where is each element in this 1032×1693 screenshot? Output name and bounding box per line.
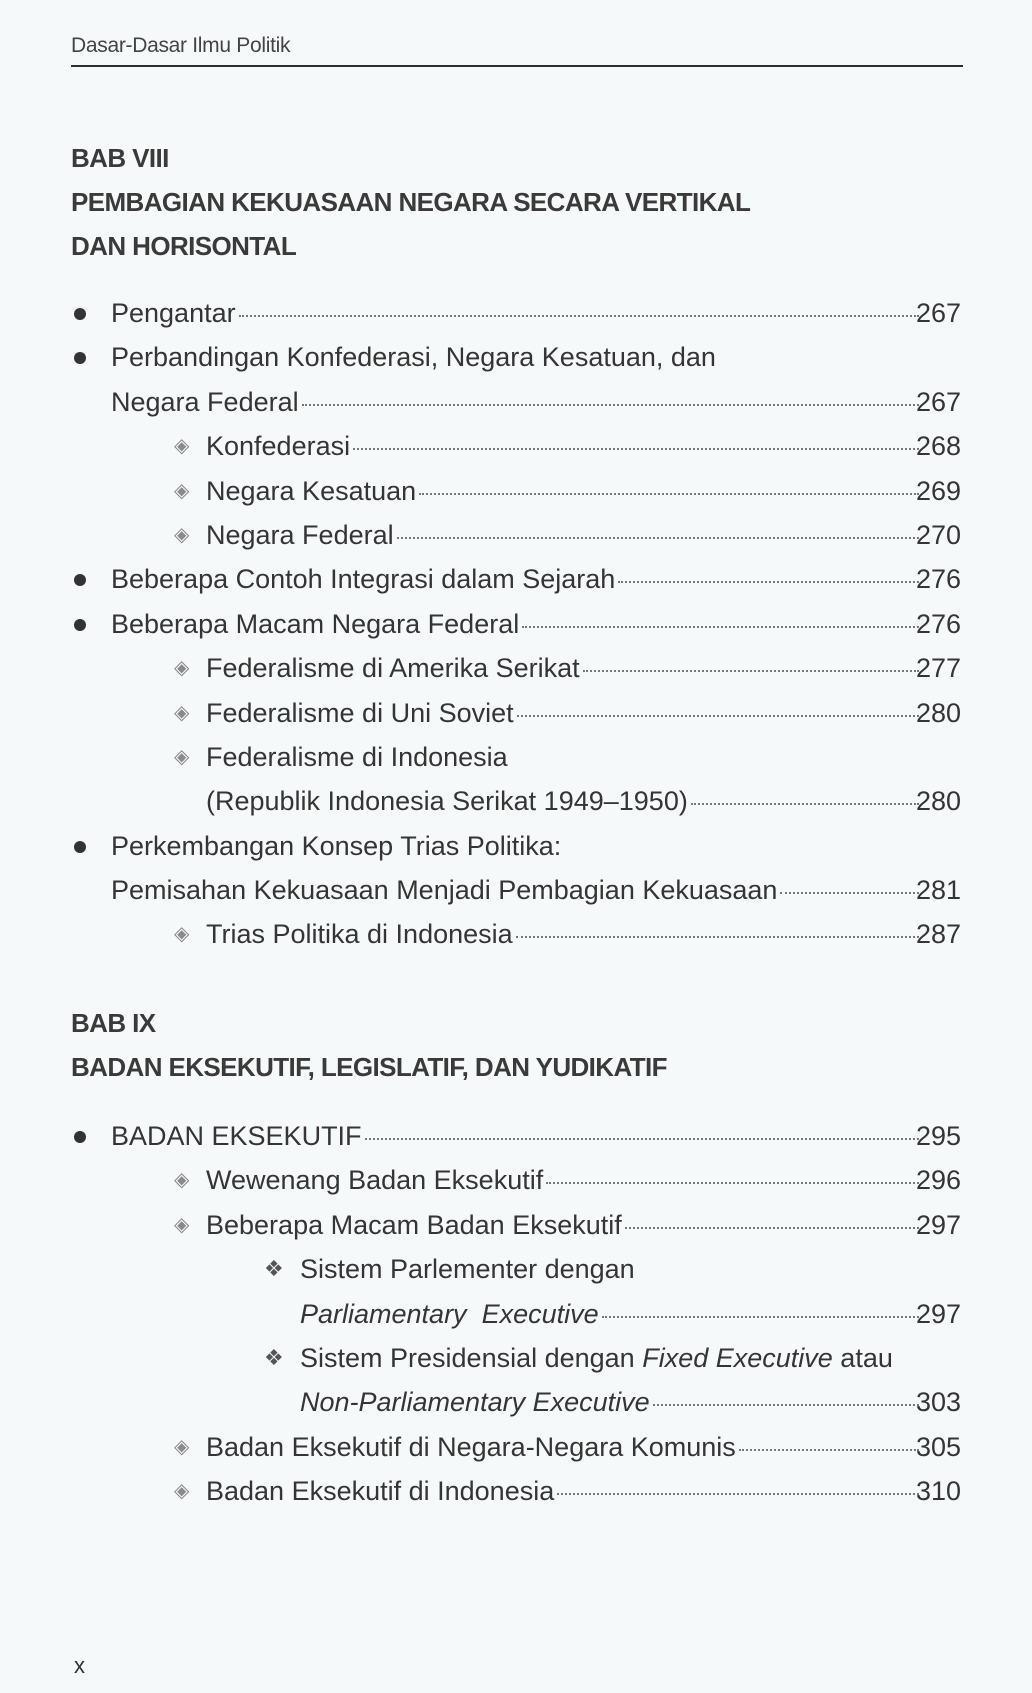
page-ref: 277 — [915, 653, 961, 684]
toc-entry[interactable] — [0, 1425, 1032, 1469]
toc-entry-title — [206, 469, 416, 513]
title-segment: Sistem Presidensial dengan — [300, 1342, 643, 1373]
running-head: Dasar-Dasar Ilmu Politik — [71, 34, 291, 57]
diamond-bullet-icon: ◈ — [174, 523, 190, 546]
title-segment: Pemisahan Kekuasaan Menjadi Pembagian Kekuasaan — [111, 875, 778, 906]
toc-entry-title — [111, 602, 519, 646]
dot-leader — [419, 493, 919, 495]
dot-leader — [625, 1227, 919, 1229]
page-ref: 267 — [915, 386, 961, 417]
chapter-heading — [71, 136, 750, 268]
dot-leader — [516, 936, 919, 938]
toc-entry[interactable] — [0, 1158, 1032, 1202]
toc-entry-title — [206, 1203, 622, 1247]
toc-entry[interactable] — [0, 424, 1032, 468]
bullet-icon — [74, 291, 86, 335]
diamond-bullet-icon: ◈ — [174, 657, 190, 680]
chapter-title-line: PEMBAGIAN KEKUASAAN NEGARA SECARA VERTIKAL — [71, 187, 751, 217]
page-number: x — [74, 1653, 85, 1678]
toc-entry-title — [111, 557, 615, 601]
toc-entry[interactable] — [0, 602, 1032, 646]
fleuron-bullet-icon: ❖ — [264, 1344, 284, 1370]
dot-leader — [602, 1316, 919, 1318]
dot-leader — [583, 670, 919, 672]
title-segment: Parliamentary Executive — [300, 1298, 599, 1329]
dot-leader — [691, 803, 919, 805]
page-ref: 270 — [915, 519, 961, 550]
page-ref: 276 — [915, 608, 961, 639]
toc-entry[interactable] — [0, 735, 1032, 779]
toc-entry-title — [206, 779, 688, 823]
fleuron-bullet-icon: ❖ — [264, 1256, 284, 1282]
title-segment: Wewenang Badan Eksekutif — [206, 1165, 544, 1196]
title-segment: Beberapa Contoh Integrasi dalam Sejarah — [111, 564, 616, 595]
page-ref: 267 — [915, 298, 961, 328]
toc-entry-title — [206, 646, 580, 690]
diamond-bullet-icon: ◈ — [174, 1435, 190, 1458]
dot-leader — [517, 715, 919, 717]
title-segment: Sistem Parlementer dengan — [300, 1254, 635, 1285]
diamond-bullet-icon: ◈ — [174, 1169, 190, 1192]
page-ref: 295 — [915, 1121, 961, 1151]
title-segment: Konfederasi — [206, 431, 351, 462]
toc-entry-continuation[interactable] — [0, 380, 1032, 424]
dot-leader — [618, 581, 919, 583]
toc-entry-title — [206, 691, 514, 735]
toc-entry-title — [206, 735, 508, 779]
dot-leader — [365, 1138, 919, 1140]
toc-entry-title — [300, 1292, 599, 1336]
title-segment: Beberapa Macam Negara Federal — [111, 608, 520, 639]
chapter-label: BAB VIII — [71, 143, 169, 173]
page-ref: 305 — [915, 1431, 961, 1462]
toc-entry[interactable] — [0, 557, 1032, 601]
bullet-icon — [74, 602, 86, 646]
toc-entry-title — [206, 1425, 736, 1469]
toc-entry-continuation[interactable] — [0, 1380, 1032, 1424]
page-ref: 287 — [915, 919, 961, 950]
toc-entry[interactable] — [0, 291, 1032, 335]
toc-entry[interactable] — [0, 1114, 1032, 1158]
dot-leader — [653, 1404, 919, 1406]
title-segment: Non-Parliamentary Executive — [300, 1387, 650, 1418]
dot-leader — [557, 1493, 919, 1495]
title-segment: Federalisme di Uni Soviet — [206, 697, 514, 728]
title-segment: BADAN EKSEKUTIF — [111, 1121, 362, 1151]
chapter-heading — [71, 1001, 667, 1089]
diamond-bullet-icon: ◈ — [174, 1213, 190, 1236]
toc-entry-continuation[interactable] — [0, 868, 1032, 912]
toc-entry[interactable] — [0, 335, 1032, 379]
toc-entry-title — [300, 1336, 893, 1380]
diamond-bullet-icon: ◈ — [174, 701, 190, 724]
toc-entry[interactable] — [0, 513, 1032, 557]
page-ref: 280 — [915, 786, 961, 817]
dot-leader — [353, 448, 919, 450]
title-segment: Badan Eksekutif di Indonesia — [206, 1476, 555, 1507]
bullet-icon — [74, 1114, 86, 1158]
toc-entry-continuation[interactable] — [0, 1292, 1032, 1336]
page-ref: 310 — [915, 1476, 961, 1507]
dot-leader — [522, 626, 919, 628]
page-ref: 297 — [915, 1209, 961, 1240]
bullet-icon — [74, 824, 86, 868]
title-segment: Trias Politika di Indonesia — [206, 919, 513, 950]
diamond-bullet-icon: ◈ — [174, 435, 190, 458]
dot-leader — [239, 315, 919, 317]
title-segment: Perkembangan Konsep Trias Politika: — [111, 830, 562, 861]
toc-entry-title — [206, 912, 513, 956]
toc-entry-title — [300, 1380, 650, 1424]
toc-entry-title — [111, 868, 777, 912]
dot-leader — [397, 537, 919, 539]
page-ref: 281 — [915, 875, 961, 906]
title-segment: Fixed Executive — [642, 1342, 833, 1373]
toc-entry-title — [206, 1158, 543, 1202]
title-segment: Negara Federal — [206, 519, 394, 550]
title-segment: Perbandingan Konfederasi, Negara Kesatuan, dan — [111, 342, 716, 373]
toc-entry-title — [206, 1469, 554, 1513]
toc-entry-continuation[interactable] — [0, 779, 1032, 823]
toc-entry-title — [300, 1247, 635, 1291]
title-segment: (Republik Indonesia Serikat 1949–1950) — [206, 786, 688, 817]
toc-entry[interactable] — [0, 912, 1032, 956]
title-segment: Pengantar — [111, 298, 236, 328]
toc-entry[interactable] — [0, 824, 1032, 868]
diamond-bullet-icon: ◈ — [174, 1480, 190, 1503]
chapter-title-line: DAN HORISONTAL — [71, 231, 297, 261]
title-segment: Negara Kesatuan — [206, 475, 417, 506]
toc-entry[interactable] — [0, 1203, 1032, 1247]
page-ref: 268 — [915, 431, 961, 462]
dot-leader — [302, 404, 919, 406]
toc-entry[interactable] — [0, 691, 1032, 735]
page-ref: 276 — [915, 564, 961, 595]
diamond-bullet-icon: ◈ — [174, 479, 190, 502]
dot-leader — [739, 1449, 919, 1451]
diamond-bullet-icon: ◈ — [174, 745, 190, 768]
toc-entry[interactable] — [0, 469, 1032, 513]
toc-entry-title — [111, 824, 561, 868]
page-ref: 269 — [915, 475, 961, 506]
title-segment: Badan Eksekutif di Negara-Negara Komunis — [206, 1431, 736, 1462]
dot-leader — [546, 1182, 919, 1184]
toc-entry-title — [111, 335, 716, 379]
toc-entry[interactable] — [0, 1469, 1032, 1513]
toc-entry-title — [206, 424, 350, 468]
toc-entry-title — [111, 380, 299, 424]
toc-entry[interactable] — [0, 646, 1032, 690]
dot-leader — [780, 892, 919, 894]
title-segment: Beberapa Macam Badan Eksekutif — [206, 1209, 622, 1240]
toc-entry-title — [111, 1114, 362, 1158]
title-segment: atau — [832, 1342, 893, 1373]
page-ref: 297 — [915, 1298, 961, 1329]
toc-entry-title — [111, 291, 236, 335]
toc-entry[interactable] — [0, 1336, 1032, 1380]
toc-list — [0, 291, 1032, 957]
chapter-title-line: BADAN EKSEKUTIF, LEGISLATIF, DAN YUDIKATIF — [71, 1052, 667, 1082]
page-ref: 303 — [915, 1387, 961, 1418]
page-ref: 280 — [915, 697, 961, 728]
title-segment: Federalisme di Amerika Serikat — [206, 653, 580, 684]
bullet-icon — [74, 335, 86, 379]
chapter-label: BAB IX — [71, 1008, 156, 1038]
title-segment: Federalisme di Indonesia — [206, 741, 508, 772]
toc-entry-title — [206, 513, 394, 557]
bullet-icon — [74, 557, 86, 601]
title-segment: Negara Federal — [111, 386, 299, 417]
diamond-bullet-icon: ◈ — [174, 923, 190, 946]
header-rule — [71, 65, 963, 67]
toc-list — [0, 1114, 1032, 1514]
page-ref: 296 — [915, 1165, 961, 1196]
toc-entry[interactable] — [0, 1247, 1032, 1291]
